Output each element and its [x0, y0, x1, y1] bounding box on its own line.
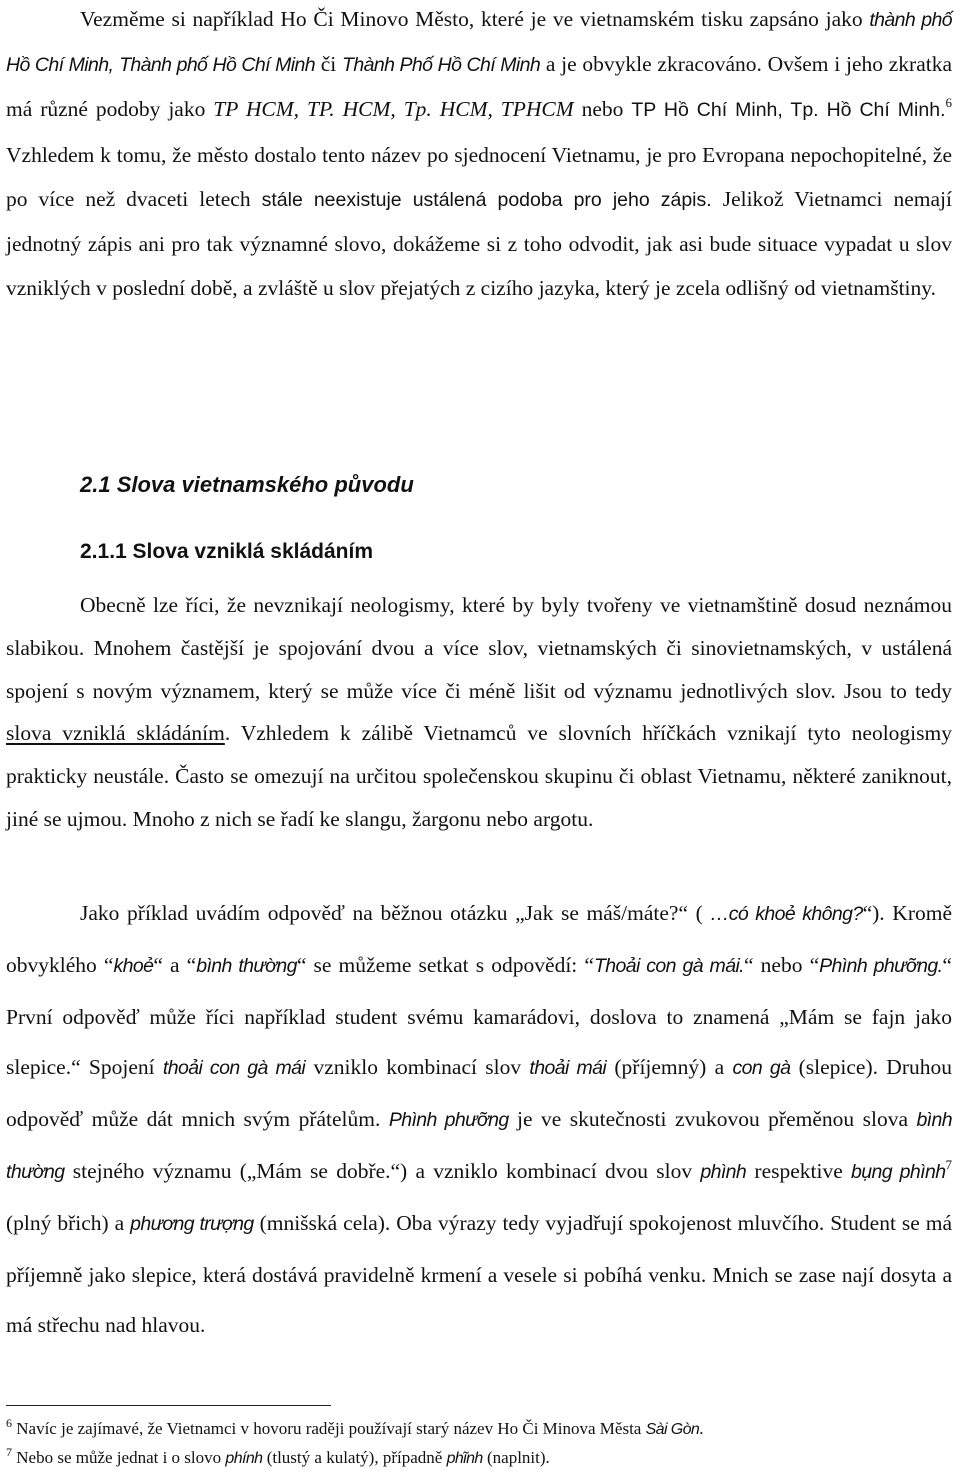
- footnote-6-sai-gon: Sài Gòn: [645, 1421, 700, 1438]
- p3-vi-binh-thuong: bình thường: [196, 954, 297, 977]
- p1-text-3: a je obvykle zkracováno. Ovšem i jeho zkratka má různé podoby jako: [6, 52, 953, 122]
- footnote-6-text-2: .: [699, 1419, 704, 1438]
- p1-text-5: Vzhledem k tomu, že město dostalo tento název po sjednocení Vietnamu, je pro Evropana nepochopitelné, že po více než dvaceti letech: [6, 142, 952, 211]
- p3-text-13: (plný břich) a: [6, 1210, 131, 1235]
- p1-abbreviations: TP HCM, TP. HCM, Tp. HCM, TPHCM: [213, 97, 574, 122]
- p3-text-6: “ První odpověď může říci například student svému kamarádovi, doslova to znamená „Mám se fajn jako slepice.“ Spojení: [6, 952, 952, 1080]
- footnote-6-number: 6: [6, 1416, 12, 1430]
- p2-text-2: . Vzhledem k zálibě Vietnamců ve slovních hříčkách vznikají tyto neologismy prakticky neustále. Často se omezují na určitou společenskou skupinu či oblast Vietnamu, některé zaniknout, jiné se ujmou. Mnoho z nich se řadí ke slangu, žargonu nebo argotu.: [6, 721, 952, 831]
- footnote-6-text-1: Navíc je zajímavé, že Vietnamci v hovoru raději používají starý název Ho Či Minova Města: [12, 1419, 646, 1438]
- p3-text-12: respektive: [746, 1158, 852, 1183]
- p3-text-3: “ a “: [153, 952, 197, 977]
- p1-text-4: nebo: [573, 97, 632, 122]
- footnote-separator: [6, 1405, 331, 1406]
- p1-text-2: či: [315, 52, 343, 77]
- footnote-7-text-1: Nebo se může jednat i o slovo: [12, 1448, 226, 1467]
- p3-vi-question: …có khoẻ không?: [702, 903, 863, 925]
- p1-vietnamese-3: Thành Phố Hồ Chí Minh: [342, 54, 541, 77]
- p3-text-7: vzniklo kombinací slov: [305, 1055, 530, 1080]
- p1-vietnamese-1: thành phố Hồ Chí Minh,: [6, 9, 952, 77]
- footnote-7-number: 7: [6, 1445, 12, 1459]
- p3-vi-phuong-truong: phương trượng: [130, 1212, 254, 1235]
- p3-vi-khoe: khoẻ: [113, 954, 154, 977]
- footnote-6: [6, 1418, 946, 1441]
- paragraph-ho-chi-minh: [6, 0, 952, 310]
- p3-vi-con-ga: con gà: [732, 1057, 791, 1080]
- p3-vi-phinh-phuong-2: Phình phưỡng: [388, 1109, 509, 1132]
- footnote-7-phinh: phính: [225, 1450, 263, 1467]
- p1-text-1: Vezměme si například Ho Či Minovo Město, které je ve vietnamském tisku zapsáno jako: [80, 7, 870, 31]
- p3-vi-bung-phinh: bụng phình: [851, 1160, 946, 1183]
- footnote-7-text-3: (naplnit).: [482, 1448, 550, 1467]
- p3-vi-phrase: thoải con gà mái: [162, 1057, 306, 1080]
- p3-text-1: Jako příklad uvádím odpověď na běžnou otázku „Jak se máš/máte?“ (: [80, 901, 703, 925]
- p3-vi-thoai-mai: thoải mái: [529, 1057, 607, 1080]
- p3-text-8: (příjemný) a: [606, 1055, 733, 1080]
- p3-text-9: (slepice). Druhou odpověď může dát mnich svým přátelům.: [6, 1055, 952, 1132]
- p3-text-14: (mnišská cela). Oba výrazy tedy vyjadřují spokojenost mluvčího. Student se má příjemně jako slepice, která dostává pravidelně krmení a vesele si pobíhá venku. Mnich se zase nají dosyta a má střechu nad hlavou.: [6, 1210, 952, 1338]
- p3-vi-phinh: phình: [700, 1160, 747, 1183]
- p1-abbreviations-sans: TP Hồ Chí Minh, Tp. Hồ Chí Minh.: [631, 99, 946, 122]
- p1-vietnamese-2: Thành phố Hồ Chí Minh: [119, 54, 316, 77]
- p3-vi-phinh-phuong: Phình phưỡng.: [819, 954, 943, 977]
- p2-text-1: Obecně lze říci, že nevznikají neologismy, které by byly tvořeny ve vietnamštině dosud neznámou slabikou. Mnohem častější je spojování dvou a více slov, vietnamských či sinovietnamských, v ustálená spojení s novým významem, který se může více či méně lišit od významu jednotlivých slov. Jsou to tedy: [6, 593, 952, 703]
- paragraph-example: [6, 888, 952, 1351]
- footnote-7-text-2: (tlustý a kulatý), případně: [262, 1448, 447, 1467]
- p3-vi-binh-thuong-2: bình thường: [6, 1109, 952, 1183]
- section-heading-2-1-1: 2.1.1 Slova vzniklá skládáním: [80, 540, 373, 563]
- footnote-ref-7[interactable]: 7: [945, 1156, 952, 1172]
- paragraph-compounds: [6, 584, 952, 841]
- p1-sans-phrase: stále neexistuje ustálená podoba pro jeho zápis.: [261, 188, 712, 211]
- p1-text-6: Jelikož Vietnamci nemají jednotný zápis ani pro tak významné slovo, dokážeme si z toho odvodit, jak asi bude situace vypadat u slov vzniklých v poslední době, a zvláště u slov přejatých z cizího jazyka, který je zcela odlišný od vietnamštiny.: [6, 186, 952, 301]
- p3-vi-thoai-con-ga-mai: Thoải con gà mái.: [593, 954, 744, 977]
- footnote-7: [6, 1447, 946, 1470]
- p3-text-4: “ se můžeme setkat s odpovědí: “: [296, 952, 594, 977]
- p3-text-11: stejného významu („Mám se dobře.“) a vzniklo kombinací dvou slov: [64, 1158, 701, 1183]
- section-heading-2-1: 2.1 Slova vietnamského původu: [80, 472, 414, 497]
- p3-text-2: “). Kromě obvyklého “: [6, 901, 952, 977]
- p3-text-5: “ nebo “: [744, 952, 820, 977]
- p2-underlined-term: slova vzniklá skládáním: [6, 721, 225, 746]
- p3-text-10: je ve skutečnosti zvukovou přeměnou slova: [508, 1107, 917, 1132]
- footnote-ref-6[interactable]: 6: [945, 95, 952, 111]
- footnote-7-phinh-2: phĩnh: [446, 1450, 483, 1467]
